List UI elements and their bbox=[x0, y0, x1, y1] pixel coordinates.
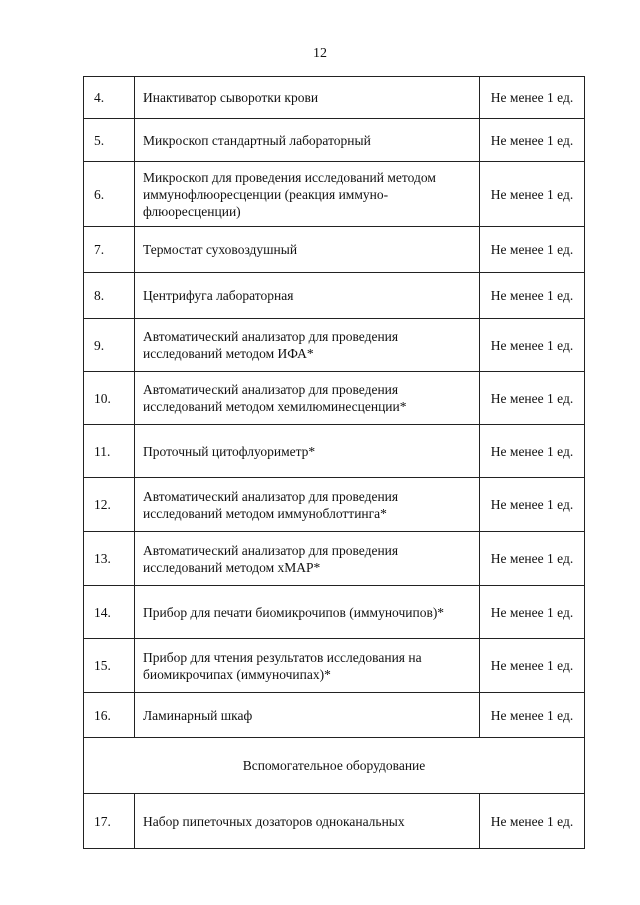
equipment-quantity: Не менее 1 ед. bbox=[480, 77, 585, 119]
row-number: 7. bbox=[84, 227, 135, 273]
equipment-name: Автоматический анализатор для проведения исследований методом ИФА* bbox=[135, 319, 480, 372]
table-row bbox=[84, 273, 585, 319]
page-number: 12 bbox=[313, 46, 327, 61]
equipment-quantity: Не менее 1 ед. bbox=[480, 119, 585, 162]
equipment-quantity: Не менее 1 ед. bbox=[480, 162, 585, 227]
equipment-name: Набор пипеточных дозаторов одноканальных bbox=[135, 794, 480, 849]
row-number: 8. bbox=[84, 273, 135, 319]
equipment-name: Инактиватор сыворотки крови bbox=[135, 77, 480, 119]
table-row bbox=[84, 586, 585, 639]
equipment-name: Прибор для печати биомикрочипов (иммуночипов)* bbox=[135, 586, 480, 639]
equipment-quantity: Не менее 1 ед. bbox=[480, 319, 585, 372]
table-row bbox=[84, 319, 585, 372]
equipment-quantity: Не менее 1 ед. bbox=[480, 794, 585, 849]
equipment-quantity: Не менее 1 ед. bbox=[480, 227, 585, 273]
row-number: 9. bbox=[84, 319, 135, 372]
table-row bbox=[84, 162, 585, 227]
equipment-quantity: Не менее 1 ед. bbox=[480, 372, 585, 425]
equipment-quantity: Не менее 1 ед. bbox=[480, 425, 585, 478]
equipment-name: Термостат суховоздушный bbox=[135, 227, 480, 273]
equipment-quantity: Не менее 1 ед. bbox=[480, 586, 585, 639]
table-row bbox=[84, 227, 585, 273]
row-number: 10. bbox=[84, 372, 135, 425]
equipment-table bbox=[83, 76, 585, 849]
section-title: Вспомогательное оборудование bbox=[84, 738, 585, 794]
table-row bbox=[84, 794, 585, 849]
row-number: 16. bbox=[84, 693, 135, 738]
row-number: 13. bbox=[84, 532, 135, 586]
table-row bbox=[84, 119, 585, 162]
equipment-name: Центрифуга лабораторная bbox=[135, 273, 480, 319]
table-row bbox=[84, 693, 585, 738]
table-row bbox=[84, 425, 585, 478]
equipment-name: Микроскоп стандартный лабораторный bbox=[135, 119, 480, 162]
row-number: 12. bbox=[84, 478, 135, 532]
equipment-quantity: Не менее 1 ед. bbox=[480, 478, 585, 532]
table-row bbox=[84, 372, 585, 425]
table-row bbox=[84, 639, 585, 693]
row-number: 4. bbox=[84, 77, 135, 119]
equipment-name: Проточный цитофлуориметр* bbox=[135, 425, 480, 478]
section-header-row bbox=[84, 738, 585, 794]
row-number: 14. bbox=[84, 586, 135, 639]
row-number: 15. bbox=[84, 639, 135, 693]
equipment-quantity: Не менее 1 ед. bbox=[480, 273, 585, 319]
equipment-name: Автоматический анализатор для проведения исследований методом хемилюминесценции* bbox=[135, 372, 480, 425]
table-row bbox=[84, 478, 585, 532]
equipment-quantity: Не менее 1 ед. bbox=[480, 693, 585, 738]
row-number: 11. bbox=[84, 425, 135, 478]
row-number: 17. bbox=[84, 794, 135, 849]
equipment-name: Ламинарный шкаф bbox=[135, 693, 480, 738]
equipment-name: Микроскоп для проведения исследований методом иммунофлюоресценции (реакция иммуно-флюоресценции) bbox=[135, 162, 480, 227]
equipment-quantity: Не менее 1 ед. bbox=[480, 639, 585, 693]
table-row bbox=[84, 77, 585, 119]
table-row bbox=[84, 532, 585, 586]
row-number: 5. bbox=[84, 119, 135, 162]
row-number: 6. bbox=[84, 162, 135, 227]
equipment-name: Автоматический анализатор для проведения исследований методом хМАР* bbox=[135, 532, 480, 586]
equipment-quantity: Не менее 1 ед. bbox=[480, 532, 585, 586]
equipment-name: Прибор для чтения результатов исследования на биомикрочипах (иммуночипах)* bbox=[135, 639, 480, 693]
equipment-name: Автоматический анализатор для проведения исследований методом иммуноблоттинга* bbox=[135, 478, 480, 532]
